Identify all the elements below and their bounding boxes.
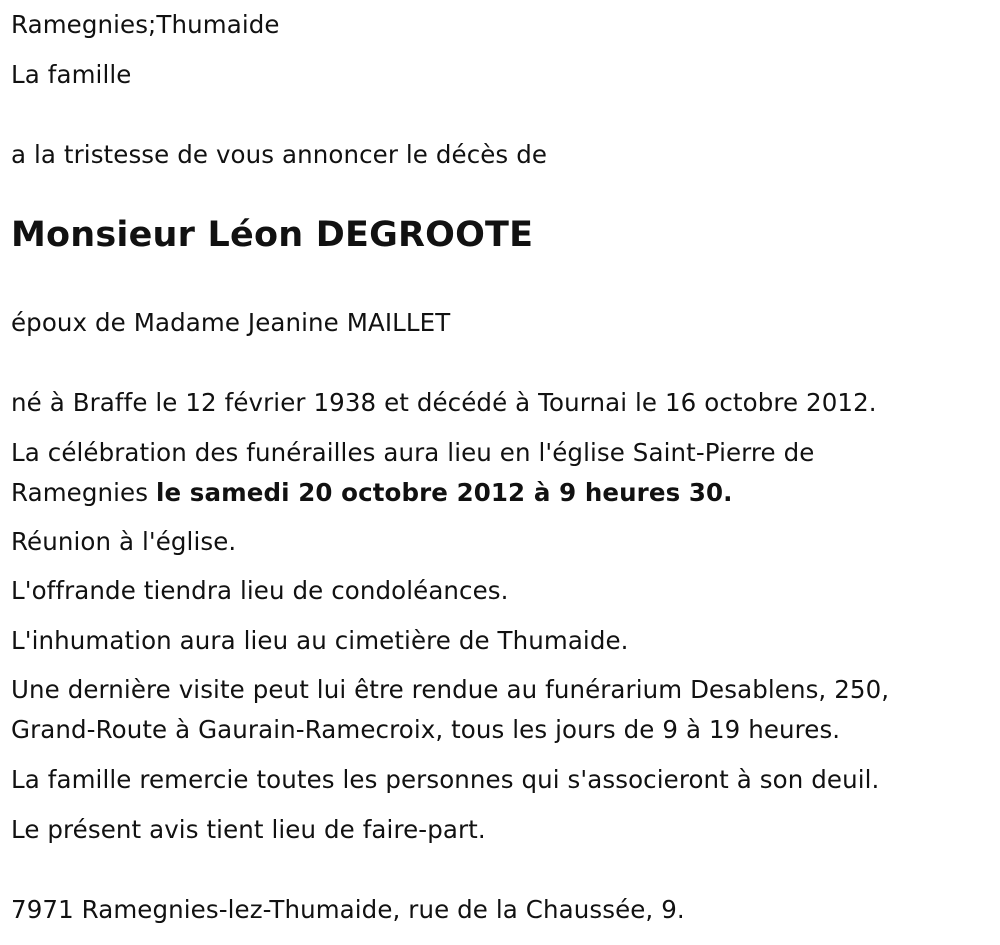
ceremony-place: Ramegnies — [11, 478, 156, 507]
birth-death-line: né à Braffe le 12 février 1938 et décédé à Tournai le 16 octobre 2012. — [11, 388, 877, 417]
deceased-name: Monsieur Léon DEGROOTE — [11, 215, 534, 255]
notice-line: Le présent avis tient lieu de faire-part. — [11, 815, 486, 844]
visit-line-2: Grand-Route à Gaurain-Ramecroix, tous les jours de 9 à 19 heures. — [11, 715, 841, 744]
ceremony-line-1: La célébration des funérailles aura lieu en l'église Saint-Pierre de — [11, 438, 815, 467]
visit-line-1: Une dernière visite peut lui être rendue au funérarium Desablens, 250, — [11, 675, 890, 704]
thanks-line: La famille remercie toutes les personnes qui s'associeront à son deuil. — [11, 765, 880, 794]
offering-line: L'offrande tiendra lieu de condoléances. — [11, 576, 509, 605]
ceremony-line-2 — [11, 473, 733, 513]
address-line: 7971 Ramegnies-lez-Thumaide, rue de la Chaussée, 9. — [11, 895, 685, 924]
burial-line: L'inhumation aura lieu au cimetière de Thumaide. — [11, 626, 629, 655]
ceremony-date-time: le samedi 20 octobre 2012 à 9 heures 30. — [155, 478, 733, 507]
announcement-intro: a la tristesse de vous annoncer le décès de — [11, 140, 548, 169]
reunion-line: Réunion à l'église. — [11, 527, 237, 556]
location-line: Ramegnies;Thumaide — [11, 10, 280, 39]
spouse-line: époux de Madame Jeanine MAILLET — [11, 308, 451, 337]
family-line: La famille — [11, 60, 132, 89]
